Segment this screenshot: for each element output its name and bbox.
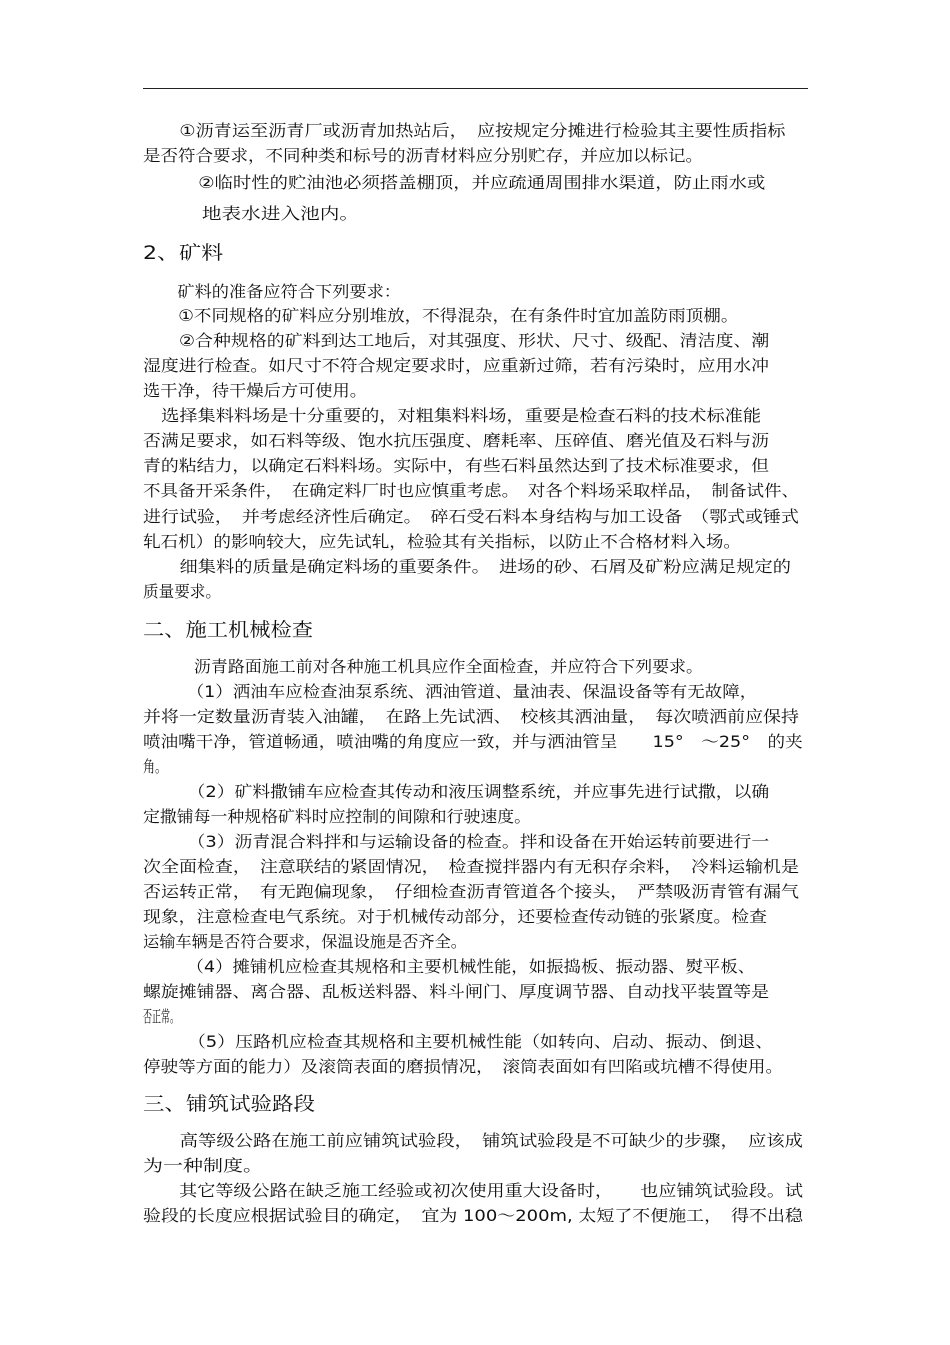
text-line: 运输车辆是否符合要求，保温设施是否齐全。 [143, 932, 468, 951]
text-line: 现象，注意检查电气系统。对于机械传动部分，还要检查传动链的张紧度。检查 [143, 907, 768, 926]
text-line: （1）洒油车应检查油泵系统、洒油管道、量油表、保温设备等有无故障， [143, 682, 758, 701]
text-line: 次全面检查， 注意联结的紧固情况， 检查搅拌器内有无积存余料， 冷料运输机是 [143, 857, 800, 876]
text-line: 选干净，待干燥后方可使用。 [143, 381, 368, 400]
text-line: ②合种规格的矿料到达工地后，对其强度、形状、尺寸、级配、清洁度、潮 [143, 331, 770, 350]
text-line: 否正常。 [143, 1007, 180, 1026]
text-line: 是否符合要求，不同种类和标号的沥青材料应分别贮存，并应加以标记。 [143, 146, 704, 165]
text-line: 喷油嘴干净，管道畅通，喷油嘴的角度应一致，并与洒油管呈 15° ～25° 的夹 [143, 732, 803, 751]
text-line: 螺旋摊铺器、离合器、乱板送料器、料斗闸门、厚度调节器、自动找平装置等是 [143, 982, 770, 1001]
text-line: 并将一定数量沥青装入油罐， 在路上先试洒、 校核其洒油量， 每次喷洒前应保持 [143, 707, 800, 726]
text-line: 角。 [143, 757, 168, 776]
text-line: 高等级公路在施工前应铺筑试验段， 铺筑试验段是不可缺少的步骤， 应该成 [143, 1131, 804, 1150]
text-line: （2）矿料撒铺车应检查其传动和液压调整系统，并应事先进行试撒，以确 [143, 782, 770, 801]
text-line: 细集料的质量是确定料场的重要条件。 进场的砂、石屑及矿粉应满足规定的 [143, 557, 792, 576]
text-line: 矿料的准备应符合下列要求： [143, 282, 402, 301]
text-line: 不具备开采条件， 在确定料厂时也应慎重考虑。 对各个料场采取样品， 制备试件、 [143, 481, 800, 500]
text-line: 质量要求。 [143, 582, 222, 601]
text-line: 沥青路面施工前对各种施工机具应作全面检查，并应符合下列要求。 [143, 657, 704, 676]
text-line: （4）摊铺机应检查其规格和主要机械性能，如振捣板、振动器、熨平板、 [143, 957, 756, 976]
section-heading: 二、施工机械检查 [143, 619, 314, 641]
text-line: 定撒铺每一种规格矿料时应控制的间隙和行驶速度。 [143, 807, 532, 826]
text-line: ①沥青运至沥青厂或沥青加热站后， 应按规定分摊进行检验其主要性质指标 [143, 121, 786, 140]
text-line: 地表水进入池内。 [143, 204, 360, 223]
text-line: 轧石机）的影响较大，应先试轧，检验其有关指标，以防止不合格材料入场。 [143, 532, 742, 551]
text-line: ①不同规格的矿料应分别堆放，不得混杂，在有条件时宜加盖防雨顶棚。 [143, 306, 739, 325]
text-line: 青的粘结力，以确定石料料场。实际中，有些石料虽然达到了技术标准要求，但 [143, 456, 770, 475]
text-line: 其它等级公路在缺乏施工经验或初次使用重大设备时， 也应铺筑试验段。试 [143, 1181, 804, 1200]
text-line: 否运转正常， 有无跑偏现象， 仔细检查沥青管道各个接头， 严禁吸沥青管有漏气 [143, 882, 800, 901]
text-line: （5）压路机应检查其规格和主要机械性能（如转向、启动、振动、倒退、 [143, 1032, 774, 1051]
text-line: （3）沥青混合料拌和与运输设备的检查。拌和设备在开始运转前要进行一 [143, 832, 770, 851]
text-line: ②临时性的贮油池必须搭盖棚顶，并应疏通周围排水渠道，防止雨水或 [143, 173, 766, 192]
text-line: 进行试验， 并考虑经济性后确定。 碎石受石料本身结构与加工设备 （鄂式或锤式 [143, 507, 800, 526]
section-heading: 三、铺筑试验路段 [143, 1093, 316, 1115]
text-line: 选择集料料场是十分重要的，对粗集料料场，重要是检查石料的技术标准能 [143, 406, 762, 425]
text-line: 停驶等方面的能力）及滚筒表面的磨损情况， 滚筒表面如有凹陷或坑槽不得使用。 [143, 1057, 784, 1076]
section-heading: 2、矿料 [143, 242, 224, 264]
text-line: 否满足要求，如石料等级、饱水抗压强度、磨耗率、压碎值、磨光值及石料与沥 [143, 431, 770, 450]
text-line: 验段的长度应根据试验目的确定， 宜为 100～200m, 太短了不便施工， 得不出稳 [143, 1206, 803, 1225]
text-line: 为一种制度。 [143, 1156, 264, 1175]
text-line: 湿度进行检查。如尺寸不符合规定要求时，应重新过筛，若有污染时，应用水冲 [143, 356, 770, 375]
header-rule [143, 88, 808, 89]
